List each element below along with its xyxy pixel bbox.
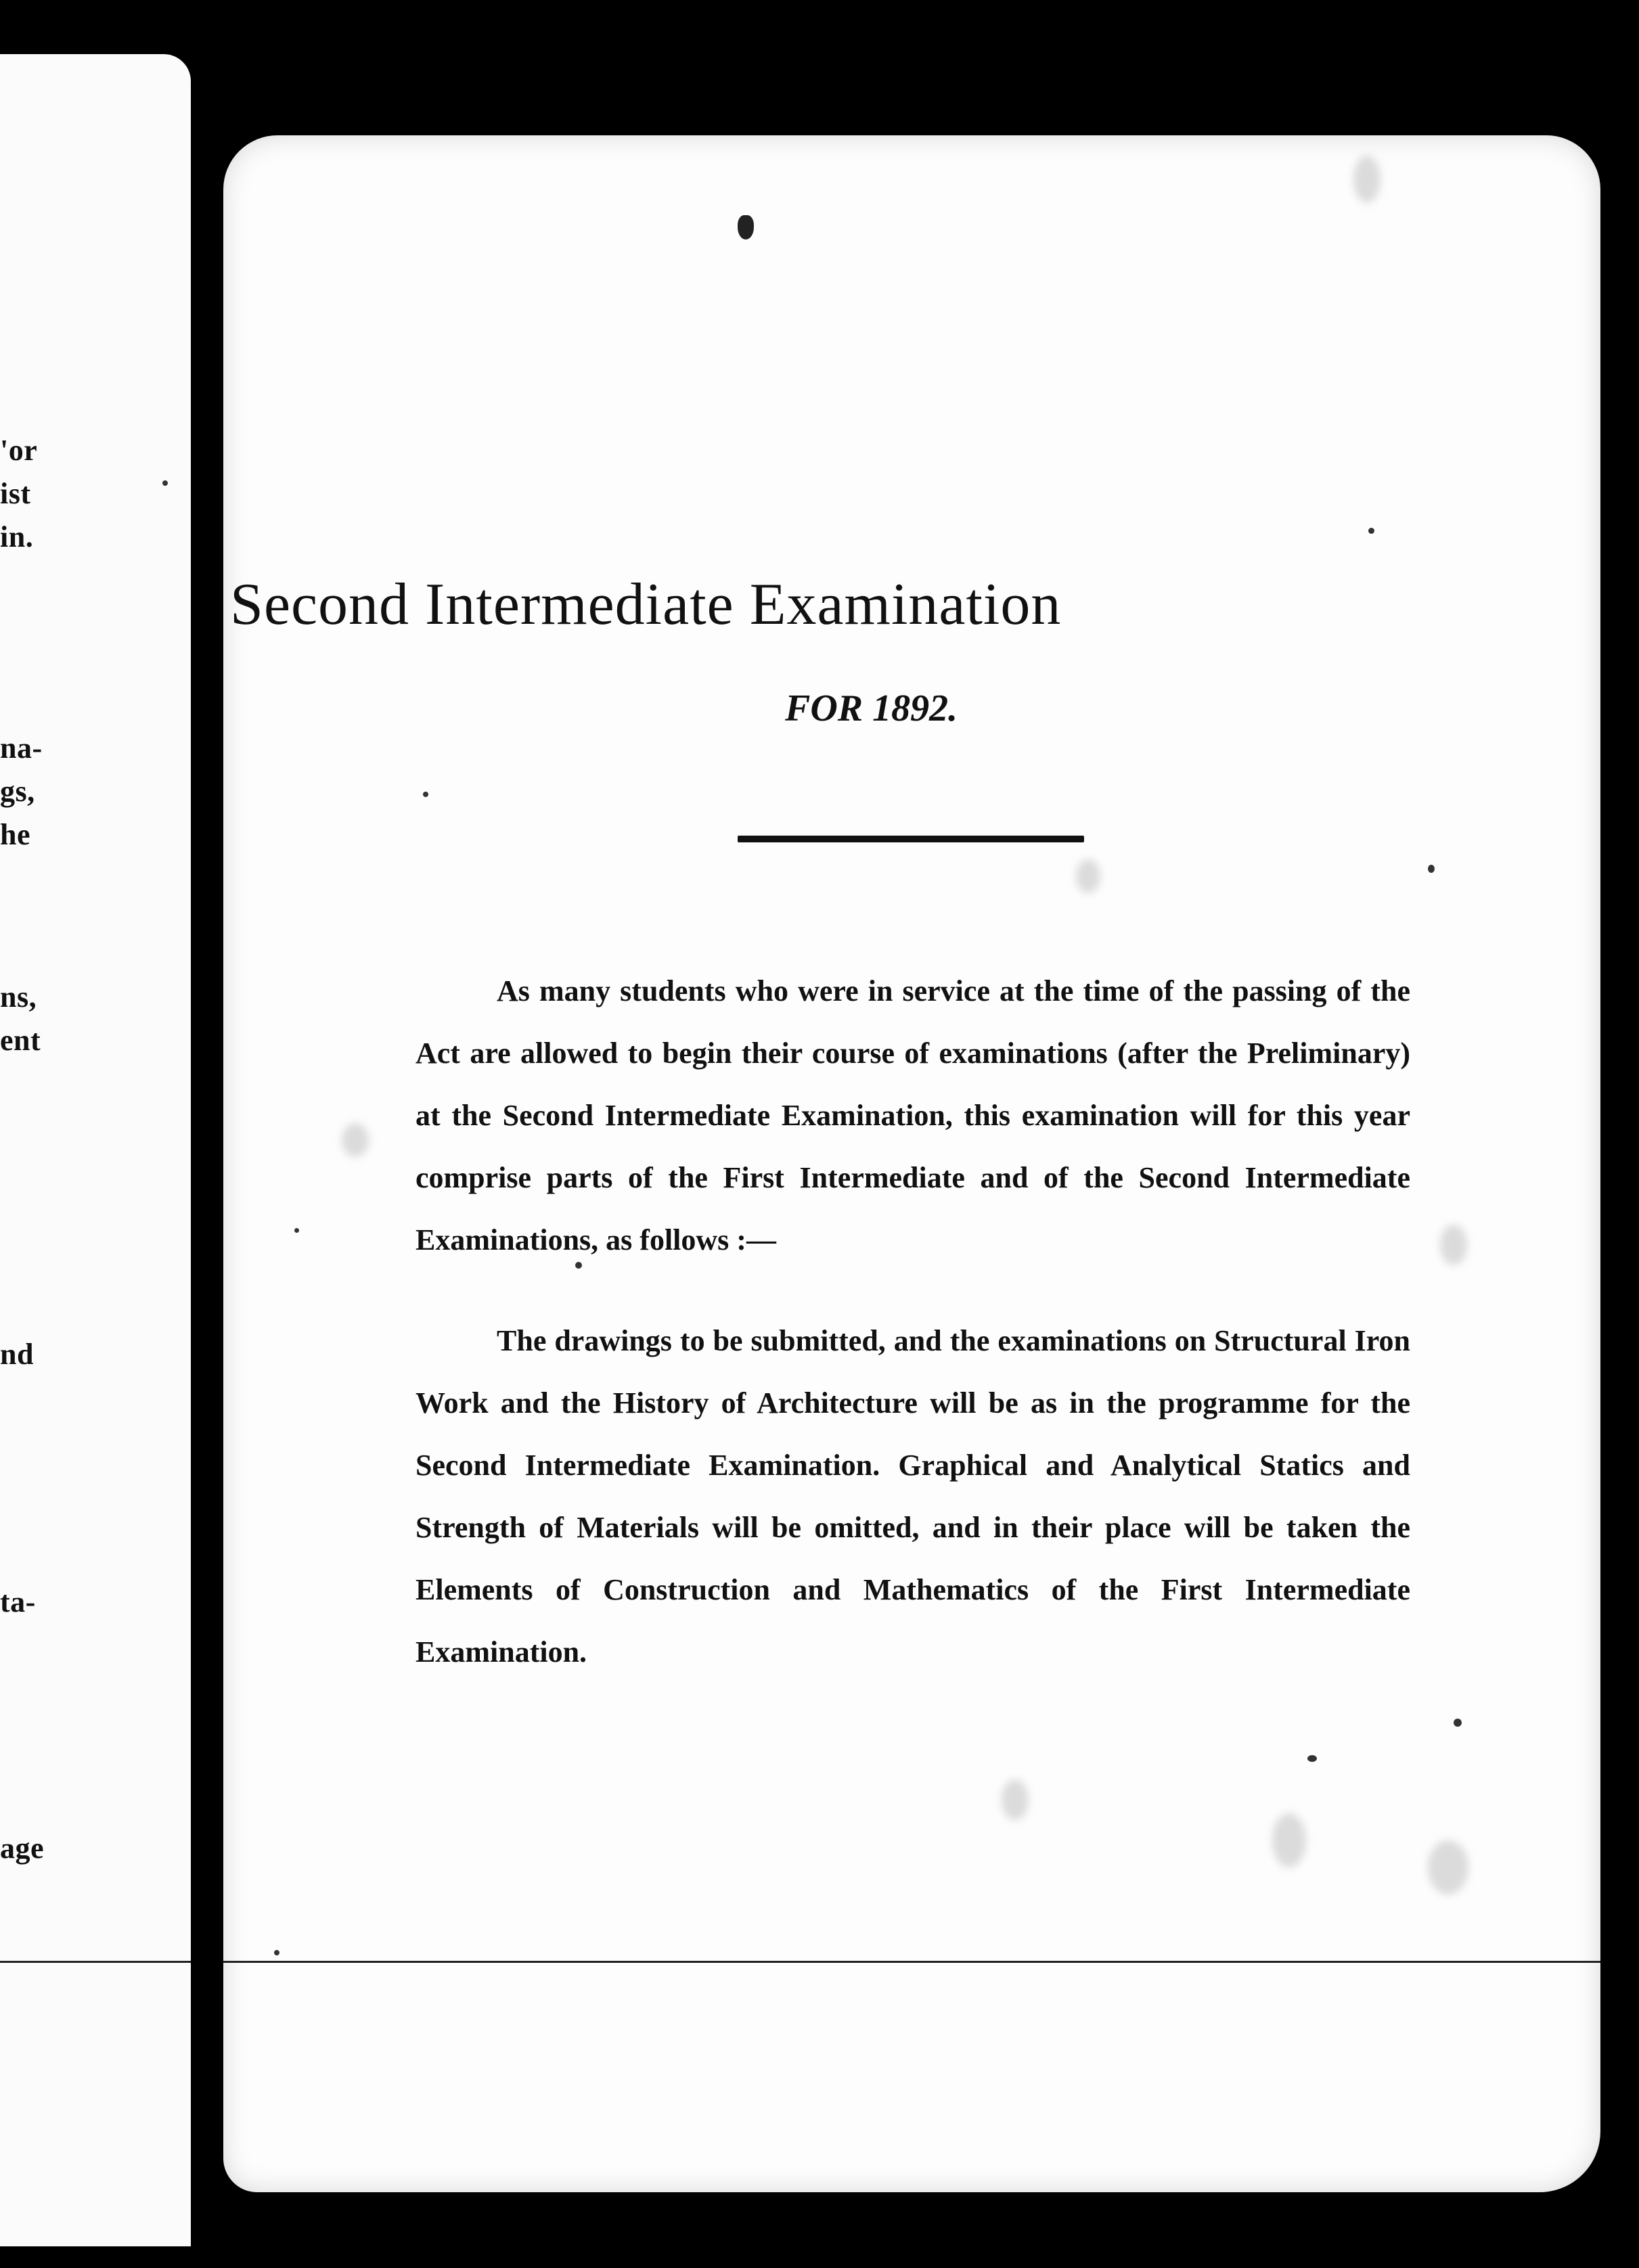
smudge (1002, 1779, 1029, 1820)
speck (423, 792, 428, 797)
left-page-fragment: in. (0, 520, 34, 553)
left-page-rule (0, 1961, 191, 1963)
left-page-fragment: ta- (0, 1585, 36, 1618)
smudge (1076, 859, 1100, 893)
left-page-fragment: ist (0, 477, 31, 510)
left-page-fragment: ent (0, 1024, 41, 1057)
left-page-fragment: nd (0, 1338, 34, 1371)
speck (162, 480, 168, 486)
paragraph-details: The drawings to be submitted, and the examinations on Structural Iron Work and the History of Architecture will be as in the programme for the Second Intermediate Examination. Graphical and Analytical Statics and Strength of Materials will be omitted, and in their place will be taken the Elements of Construction and Mathematics of the First Intermediate Examination. (416, 1324, 1410, 1669)
page-title: Second Intermediate Examination (230, 572, 1062, 637)
speck (1428, 865, 1435, 873)
speck (575, 1262, 582, 1269)
smudge (1428, 1840, 1468, 1895)
book-gutter (191, 0, 223, 2268)
speck (294, 1228, 299, 1233)
speck (1454, 1719, 1462, 1727)
speck (1368, 528, 1374, 534)
speck (274, 1950, 279, 1955)
paragraph-intro: As many students who were in service at the time of the passing of the Act are allowed to begin their course of examinations (after the Preliminary) at the Second Intermediate Examination, this examination will for this year comprise parts of the First Intermediate and of the Second Intermediate Examinations, as follows :— (416, 974, 1410, 1256)
left-page-fragment: 'or (0, 434, 38, 467)
left-page-fragment: age (0, 1832, 45, 1865)
smudge (1440, 1225, 1467, 1265)
title-divider (738, 836, 1084, 842)
speck (1307, 1755, 1317, 1762)
left-page (0, 54, 191, 2246)
smudge (1272, 1813, 1306, 1867)
bottom-rule (223, 1961, 1600, 1963)
printer-mark-icon (738, 215, 754, 240)
left-page-fragment: ns, (0, 980, 37, 1014)
smudge (342, 1123, 369, 1157)
page-subtitle: FOR 1892. (785, 687, 958, 729)
left-page-fragment: he (0, 818, 30, 851)
left-page-fragment: na- (0, 731, 43, 765)
left-page-fragment: gs, (0, 775, 35, 808)
smudge (1353, 156, 1380, 203)
